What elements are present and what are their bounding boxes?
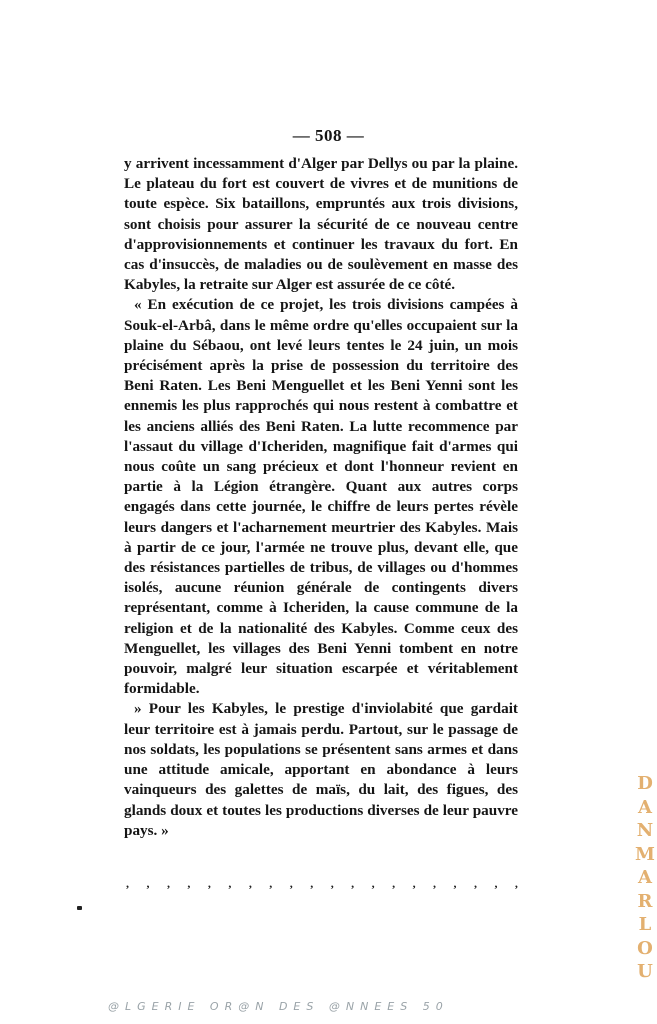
- separator-dot: ,: [433, 876, 437, 890]
- separator-dot: ,: [351, 876, 355, 890]
- page-number: — 508 —: [292, 126, 365, 145]
- separator-dot: ,: [228, 876, 232, 890]
- separator-dots: [126, 876, 518, 891]
- separator-dot: ,: [207, 876, 211, 890]
- separator-dot: ,: [310, 876, 314, 890]
- separator-dot: ,: [248, 876, 252, 890]
- separator-dot: ,: [473, 876, 477, 890]
- footer-watermark: @LGERIE OR@N DES @NNEES 50: [108, 1000, 449, 1013]
- separator-dot: ,: [126, 876, 129, 890]
- vertical-watermark: DANMARLOU: [635, 773, 655, 982]
- paragraph-1: y arrivent incessamment d'Alger par Dellys ou par la plaine. Le plateau du fort est couvert de vivres et de munitions de toute espèce. Six bataillons, empruntés aux trois divisions, sont choisis pour assurer la sécurité de ce nouveau centre d'approvisionnements et continuer les travaux du fort. En cas d'insuccès, de maladies ou de soulèvement en masse des Kabyles, la retraite sur Alger est assurée de ce côté.: [124, 155, 518, 294]
- ink-mark: [77, 906, 82, 910]
- separator-dot: ,: [269, 876, 273, 890]
- paragraph-3: » Pour les Kabyles, le prestige d'inviolabité que gardait leur territoire est à jamais perdu. Partout, sur le passage de nos soldats, les populations se présentent sans armes et dans une attitude amicale, apportant en abondance à leurs vainqueurs des galettes de maïs, du lait, des figues, des glands doux et toutes les productions diverses de leur pauvre pays. »: [124, 700, 518, 839]
- separator-dot: ,: [392, 876, 396, 890]
- separator-dot: ,: [412, 876, 416, 890]
- separator-dot: ,: [187, 876, 191, 890]
- separator-dot: ,: [514, 876, 518, 890]
- separator-dot: ,: [146, 876, 150, 890]
- separator-dot: ,: [330, 876, 334, 890]
- separator-dot: ,: [166, 876, 170, 890]
- separator-dot: ,: [453, 876, 457, 890]
- separator-dot: ,: [371, 876, 375, 890]
- body-text: [124, 154, 518, 841]
- separator-dot: ,: [494, 876, 498, 890]
- paragraph-2: « En exécution de ce projet, les trois divisions campées à Souk-el-Arbâ, dans le même ordre qu'elles occupaient sur la plaine du Sébaou, ont levé leurs tentes le 24 juin, un mois précisément après la prise de possession du territoire des Beni Raten. Les Beni Menguellet et les Beni Yenni sont les ennemis les plus rapprochés qui nous restent à combattre et les anciens alliés des Beni Raten. La lutte recommence par l'assaut du village d'Icheriden, magnifique fait d'armes qui nous coûte un sang précieux et dont l'honneur revient en partie à la Légion étrangère. Quant aux autres corps engagés dans cette journée, le chiffre de leurs pertes révèle leurs dangers et l'acharnement meurtrier des Kabyles. Mais à partir de ce jour, l'armée ne trouve plus, devant elle, que des résistances partielles de tribus, de villages ou d'hommes isolés, aucune réunion générale de contingents divers représentant, comme à Icheriden, la cause commune de la religion et de la nationalité des Kabyles. Comme ceux des Menguellet, les villages des Beni Yenni tombent en notre pouvoir, malgré leur situation escarpée et véritablement formidable.: [124, 296, 518, 698]
- separator-dot: ,: [289, 876, 293, 890]
